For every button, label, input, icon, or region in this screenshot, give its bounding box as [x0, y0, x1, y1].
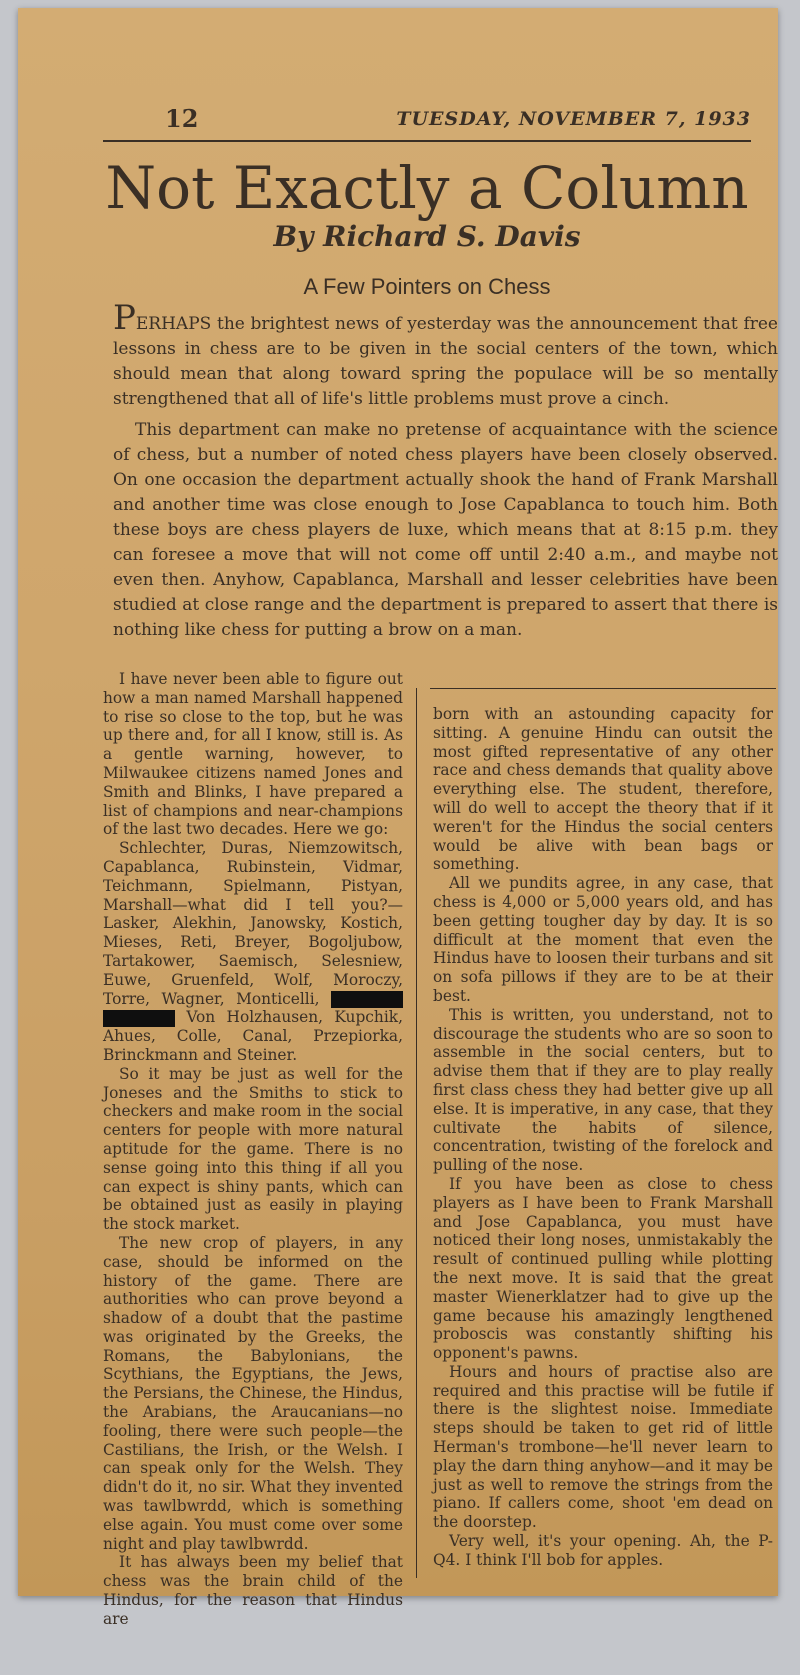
lead-paragraph-2: This department can make no pretense of acquaintance with the science of chess, but a number of noted chess players have been closely observed. On one occasion the department actually shook the hand of Frank Marshall and another time was close enough to Jose Capablanca to touch him. Both these boys are chess players de luxe, which means that at 8:15 p.m. they can foresee a move that will not come off until 2:40 a.m., and maybe not even then. Anyhow, Capablanca, Marshall and lesser celebrities have been studied at close range and the department is prepared to assert that there is nothing like chess for putting a brow on a man.	[113, 420, 778, 640]
right-paragraph-2: All we pundits agree, in any case, that chess is 4,000 or 5,000 years old, and has been getting tougher day by day. It is so difficult at the moment that even the Hindus have to loosen their turbans and sit on sofa pillows if they are to be at their best.	[433, 874, 773, 1005]
right-paragraph-3: This is written, you understand, not to discourage the students who are so soon to assemble in the social centers, but to advise them that if they are to play really first class chess they had better give up all else. It is imperative, in any case, that they cultivate the habits of silence, concentration, twisting of the forelock and pulling of the nose.	[433, 1005, 773, 1175]
newspaper-clipping	[18, 8, 778, 1628]
left-paragraph-2: Schlechter, Duras, Niemzowitsch, Capablanca, Rubinstein, Vidmar, Teichmann, Spielmann, Pistyan, Marshall—what did I tell you?—Lasker, Alekhin, Janowsky, Kostich, Mieses, Reti, Breyer, Bogoljubow, Tartakower, Saemisch, Selesniew, Euwe, Gruenfeld, Wolf, Moroczy, Torre, Wagner, Monticelli, Von Holzhausen, Kupchik, Ahues, Colle, Canal, Przepiorka, Brinckmann and Steiner.	[103, 839, 403, 1064]
page-date: TUESDAY, NOVEMBER 7, 1933	[396, 108, 751, 130]
article-title: Not Exactly a Column	[105, 154, 749, 222]
right-paragraph-4: If you have been as close to chess players as I have been to Frank Marshall and Jose Capablanca, you must have noticed their long noses, unmistakably the result of continued pulling while plotting the next move. It is said that the great master Wienerklatzer had to give up the game because his amazingly lengthened proboscis was constantly shifting his opponent's pawns.	[433, 1174, 773, 1363]
right-paragraph-6: Very well, it's your opening. Ah, the P-Q4. I think I'll bob for apples.	[433, 1532, 773, 1569]
right-column	[433, 705, 773, 1585]
column-divider	[416, 688, 417, 1578]
lead-section	[113, 298, 778, 649]
left-column	[103, 670, 403, 1628]
page-header	[103, 100, 751, 142]
left-paragraph-5: It has always been my belief that chess was the brain child of the Hindus, for the reason that Hindus are	[103, 1553, 403, 1628]
left-paragraph-1: I have never been able to figure out how a man named Marshall happened to rise so close to the top, but he was up there and, for all I know, still is. As a gentle warning, however, to Milwaukee citizens named Jones and Smith and Blinks, I have prepared a list of champions and near-champions of the last two decades. Here we go:	[103, 670, 403, 839]
lead-paragraph-1: PERHAPS the brightest news of yesterday was the announcement that free lessons in chess are to be given in the social centers of the town, which should mean that along toward spring the populace will be so mentally strengthened that all of life's little problems must prove a cinch.	[113, 298, 778, 409]
redaction-bar	[331, 991, 403, 1008]
left-paragraph-4: The new crop of players, in any case, should be informed on the history of the game. There are authorities who can prove beyond a shadow of a doubt that the pastime was originated by the Greeks, the Romans, the Babylonians, the Scythians, the Egyptians, the Jews, the Persians, the Chinese, the Hindus, the Arabians, the Araucanians—no fooling, there were such people—the Castilians, the Irish, or the Welsh. I can speak only for the Welsh. They didn't do it, no sir. What they invented was tawlbwrdd, which is something else again. You must come over some night and play tawlbwrdd.	[103, 1233, 403, 1553]
redaction-bar	[103, 1010, 175, 1027]
drop-cap: P	[113, 298, 136, 338]
article-subhead: A Few Pointers on Chess	[303, 274, 551, 299]
article-byline: By Richard S. Davis	[273, 220, 581, 253]
left-paragraph-3: So it may be just as well for the Joneses and the Smiths to stick to checkers and make room in the social centers for people with more natural aptitude for the game. There is no sense going into this thing if all you can expect is shiny pants, which can be obtained just as easily in playing the stock market.	[103, 1064, 403, 1234]
page-number: 12	[165, 104, 199, 133]
column-top-rule	[430, 688, 776, 689]
right-paragraph-1: born with an astounding capacity for sitting. A genuine Hindu can outsit the most gifted representative of any other race and chess demands that quality above everything else. The student, therefore, will do well to accept the theory that if it weren't for the Hindus the social centers would be alive with bean bags or something.	[433, 705, 773, 874]
right-paragraph-5: Hours and hours of practise also are required and this practise will be futile if there is the slightest noise. Immediate steps should be taken to get rid of little Herman's trombone—he'll never learn to play the darn thing anyhow—and it may be just as well to remove the strings from the piano. If callers come, shoot 'em dead on the doorstep.	[433, 1362, 773, 1532]
